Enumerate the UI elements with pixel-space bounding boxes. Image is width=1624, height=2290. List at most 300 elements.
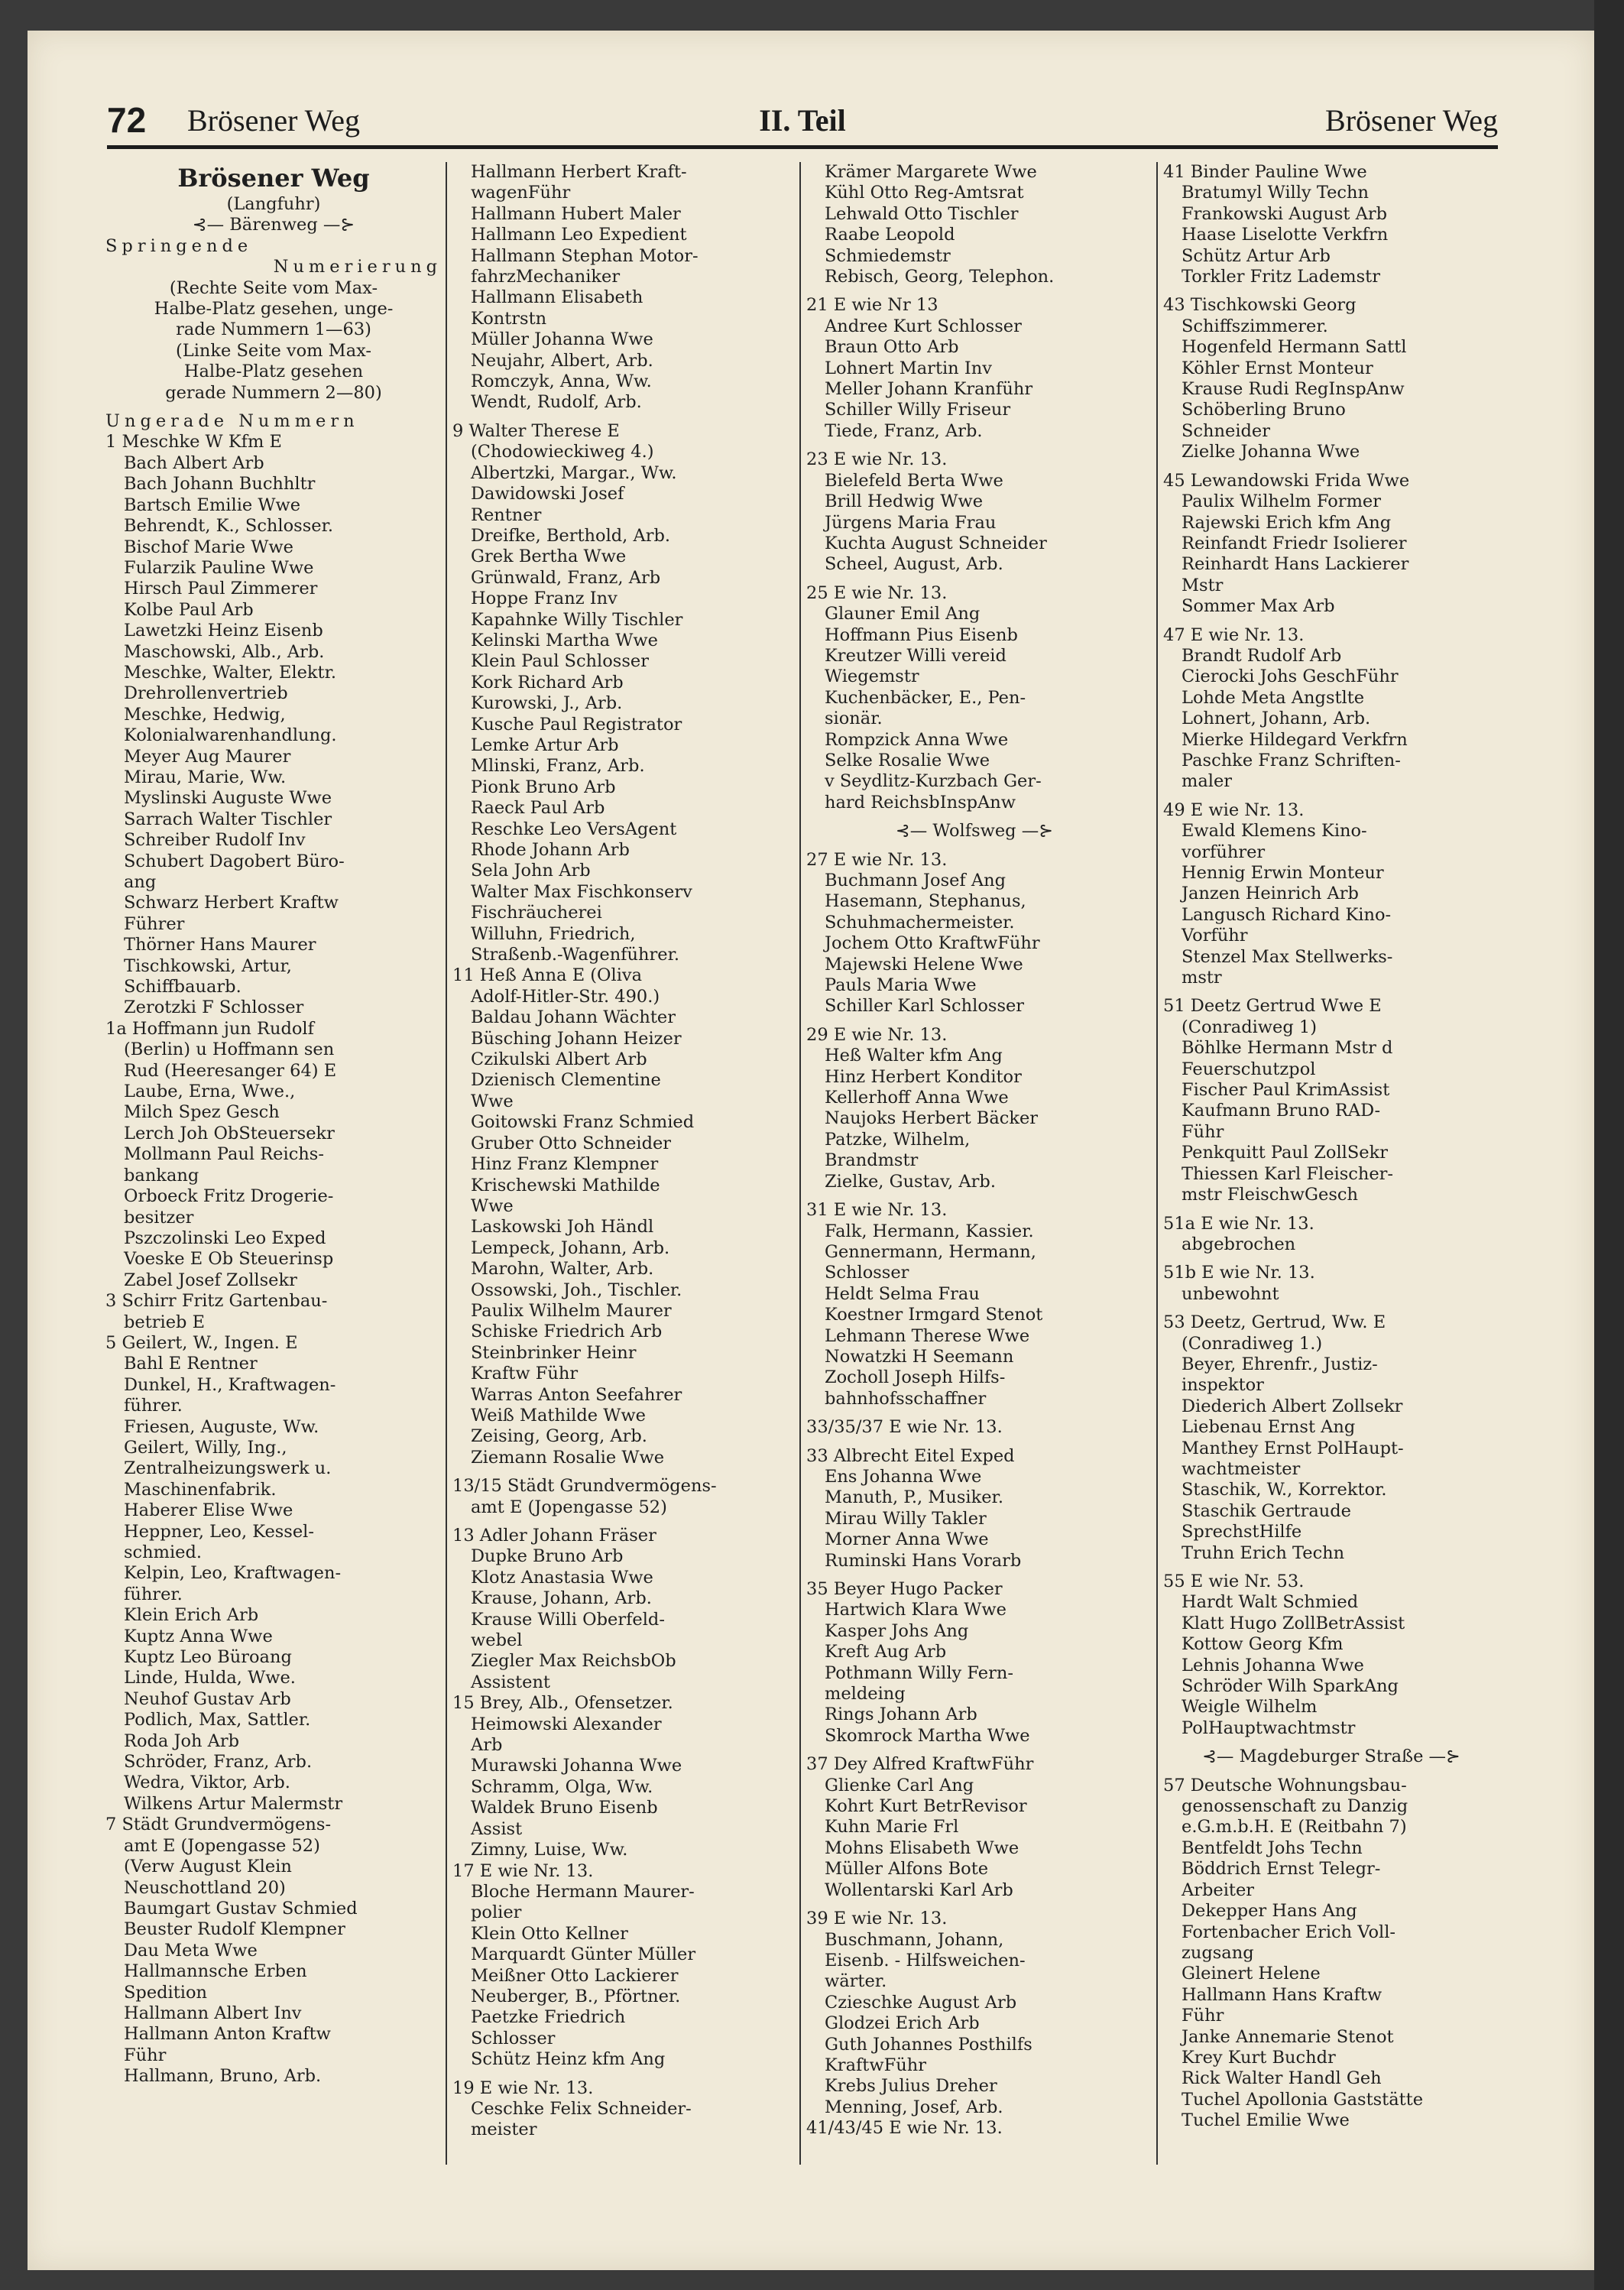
entry-line: 47 E wie Nr. 13. (1163, 624, 1305, 645)
entry-line: Lemke Artur Arb (471, 735, 619, 755)
entry-line: Rud (Heeresanger 64) E (124, 1060, 337, 1081)
entry-line: Laube, Erna, Wwe., (124, 1082, 296, 1102)
entry-line: 33 Albrecht Eitel Exped (806, 1445, 1015, 1466)
entry-line: Lehwald Otto Tischler (825, 203, 1019, 224)
entry-line: Cierocki Johs GeschFühr (1182, 667, 1399, 687)
entry-line: Torkler Fritz Lademstr (1182, 267, 1380, 287)
entry-line: Brandmstr (825, 1150, 919, 1171)
directory-column-2 (452, 162, 789, 2165)
entry-line: Ungerade Nummern (105, 411, 359, 432)
entry-line: Kuhn Marie Frl (825, 1817, 959, 1838)
entry-line: Kohrt Kurt BetrRevisor (825, 1796, 1027, 1817)
entry-line: Dreifke, Berthold, Arb. (471, 525, 671, 546)
entry-line: Führ (1182, 2006, 1224, 2026)
entry-line: Baldau Johann Wächter (471, 1007, 676, 1028)
entry-line: Lawetzki Heinz Eisenb (124, 621, 323, 641)
entry-line: Maschinenfabrik. (124, 1479, 277, 1500)
entry-line: (Langfuhr) (226, 194, 321, 214)
entry-line: 35 Beyer Hugo Packer (806, 1579, 1003, 1599)
entry-line: Reinfandt Friedr Isolierer (1182, 533, 1407, 553)
entry-line: Weiß Mathilde Wwe (471, 1405, 646, 1426)
entry-line: Paschke Franz Schriften- (1182, 750, 1401, 770)
entry-line: Heß Walter kfm Ang (825, 1046, 1003, 1066)
directory-column-1 (105, 162, 442, 2165)
entry-line: fahrzMechaniker (471, 267, 621, 287)
entry-line: Glodzei Erich Arb (825, 2013, 980, 2034)
entry-line: Krebs Julius Dreher (825, 2076, 997, 2097)
entry-line: 13/15 Städt Grundvermögens- (452, 1476, 717, 1497)
entry-line: Arbeiter (1182, 1880, 1255, 1900)
entry-line: Jürgens Maria Frau (825, 512, 997, 533)
entry-line: Ceschke Felix Schneider- (471, 2098, 692, 2119)
entry-line: Hallmann Herbert Kraft- (471, 162, 687, 182)
entry-line: Heldt Selma Frau (825, 1283, 980, 1304)
entry-line: Bischof Marie Wwe (124, 537, 293, 557)
entry-line: betrieb E (124, 1312, 206, 1332)
entry-line: 7 Städt Grundvermögens- (105, 1815, 332, 1835)
entry-line: wärter. (825, 1971, 887, 1992)
entry-line: Neuschottland 20) (124, 1877, 286, 1898)
entry-line: 19 E wie Nr. 13. (452, 2078, 594, 2098)
entry-line: Glauner Emil Ang (825, 604, 981, 624)
entry-line: 39 E wie Nr. 13. (806, 1909, 948, 1929)
entry-line: Krämer Margarete Wwe (825, 162, 1037, 182)
entry-line: 41/43/45 E wie Nr. 13. (806, 2118, 1003, 2139)
entry-line: Wendt, Rudolf, Arb. (471, 392, 642, 413)
entry-line: Schreiber Rudolf Inv (124, 830, 306, 851)
header-rule (107, 145, 1498, 149)
entry-line: Rompzick Anna Wwe (825, 729, 1009, 750)
entry-line: Jochem Otto KraftwFühr (825, 933, 1040, 954)
entry-line: Lohde Meta Angstlte (1182, 687, 1365, 708)
entry-line: Führ (124, 2045, 167, 2065)
entry-line: Klein Paul Schlosser (471, 651, 649, 672)
entry-line: PolHauptwachtmstr (1182, 1718, 1356, 1738)
entry-line: ⊰— Bärenweg —⊱ (192, 215, 355, 235)
entry-line: Rentner (471, 504, 542, 525)
entry-line: hard ReichsbInspAnw (825, 792, 1016, 813)
entry-line: Buchmann Josef Ang (825, 871, 1006, 890)
entry-line: Hallmann Hubert Maler (471, 203, 681, 224)
entry-line: Kurowski, J., Arb. (471, 693, 623, 714)
entry-line: Majewski Helene Wwe (825, 954, 1023, 975)
entry-line: Hallmann, Bruno, Arb. (124, 2066, 322, 2087)
entry-line: Schöberling Bruno (1182, 400, 1346, 420)
entry-line: Walter Max Fischkonserv (471, 881, 692, 902)
entry-line: Zocholl Joseph Hilfs- (825, 1367, 1006, 1388)
entry-line: Neujahr, Albert, Arb. (471, 350, 653, 371)
entry-line: wachtmeister (1182, 1458, 1301, 1479)
entry-line: Kreutzer Willi vereid (825, 645, 1006, 666)
page-header (107, 99, 1498, 145)
entry-line: v Seydlitz-Kurzbach Ger- (825, 771, 1042, 792)
right-running-title: Brösener Weg (1325, 103, 1498, 138)
entry-line: Janzen Heinrich Arb (1182, 884, 1359, 904)
entry-line: genossenschaft zu Danzig (1182, 1796, 1408, 1817)
entry-line: amt E (Jopengasse 52) (471, 1497, 667, 1517)
entry-line: Fischer Paul KrimAssist (1182, 1080, 1390, 1101)
entry-line: inspektor (1182, 1375, 1264, 1396)
entry-line: (Rechte Seite vom Max- (169, 277, 378, 298)
entry-line: Klatt Hugo ZollBetrAssist (1182, 1613, 1405, 1633)
entry-line: Hoppe Franz Inv (471, 589, 618, 609)
entry-line: Sarrach Walter Tischler (124, 809, 332, 829)
entry-line: Paulix Wilhelm Maurer (471, 1300, 672, 1321)
entry-line: Eisenb. - Hilfsweichen- (825, 1950, 1026, 1971)
entry-line: 51 Deetz Gertrud Wwe E (1163, 996, 1382, 1017)
entry-line: (Conradiweg 1) (1182, 1017, 1318, 1037)
entry-line: Meschke, Walter, Elektr. (124, 662, 337, 683)
entry-line: Hallmannsche Erben (124, 1961, 307, 1982)
entry-line: Adolf-Hitler-Str. 490.) (471, 986, 660, 1007)
entry-line: Dunkel, H., Kraftwagen- (124, 1374, 336, 1395)
entry-line: Heimowski Alexander (471, 1714, 662, 1734)
entry-line: Zimny, Luise, Ww. (471, 1840, 628, 1860)
entry-line: Hallmann Anton Kraftw (124, 2024, 331, 2045)
entry-line: Maschowski, Alb., Arb. (124, 641, 325, 662)
entry-line: führer. (124, 1584, 183, 1604)
entry-line: Schiske Friedrich Arb (471, 1322, 663, 1342)
entry-line: Kühl Otto Reg-Amtsrat (825, 183, 1024, 203)
entry-line: Assistent (471, 1672, 550, 1692)
entry-line: 33/35/37 E wie Nr. 13. (806, 1417, 1003, 1438)
entry-line: Wedra, Viktor, Arb. (124, 1773, 290, 1793)
entry-line: Kolbe Paul Arb (124, 599, 254, 620)
entry-line: amt E (Jopengasse 52) (124, 1835, 320, 1856)
entry-line: Klein Otto Kellner (471, 1923, 628, 1944)
entry-line: Klotz Anastasia Wwe (471, 1567, 653, 1588)
entry-line: Wiegemstr (825, 667, 919, 687)
entry-line: Hallmann Hans Kraftw (1182, 1984, 1383, 2005)
entry-line: 51a E wie Nr. 13. (1163, 1213, 1314, 1234)
entry-line: wagenFühr (471, 183, 571, 203)
entry-line: Straßenb.-Wagenführer. (471, 945, 679, 965)
entry-line: (Conradiweg 1.) (1182, 1333, 1323, 1354)
entry-line: Naujoks Herbert Bäcker (825, 1108, 1039, 1129)
entry-line: Myslinski Auguste Wwe (124, 788, 332, 809)
entry-line: webel (471, 1630, 523, 1651)
entry-line: Brill Hedwig Wwe (825, 491, 984, 512)
entry-line: Glienke Carl Ang (825, 1775, 974, 1795)
entry-line: Langusch Richard Kino- (1182, 904, 1392, 925)
entry-line: Linde, Hulda, Wwe. (124, 1668, 296, 1688)
entry-line: Manthey Ernst PolHaupt- (1182, 1438, 1404, 1458)
entry-line: Assist (471, 1818, 523, 1839)
entry-line: Hartwich Klara Wwe (825, 1600, 1006, 1620)
entry-line: Geilert, Willy, Ing., (124, 1437, 287, 1458)
entry-line: Scheel, August, Arb. (825, 554, 1003, 575)
entry-line: Krause, Johann, Arb. (471, 1588, 652, 1609)
center-running-title: II. Teil (759, 103, 846, 138)
entry-line: Mirau, Marie, Ww. (124, 767, 287, 787)
page-number: 72 (107, 100, 147, 140)
entry-line: Führ (1182, 1121, 1224, 1142)
entry-line: Brösener Weg (177, 164, 370, 193)
entry-line: Wwe (471, 1195, 514, 1216)
entry-line: Bach Albert Arb (124, 452, 264, 473)
entry-line: Baumgart Gustav Schmied (124, 1898, 358, 1919)
entry-line: Schiller Karl Schlosser (825, 996, 1025, 1017)
entry-line: Laskowski Joh Händl (471, 1217, 654, 1237)
entry-line: Nowatzki H Seemann (825, 1346, 1014, 1367)
entry-line: 25 E wie Nr. 13. (806, 582, 948, 603)
entry-line: 11 Heß Anna E (Oliva (452, 965, 643, 986)
entry-line: Thörner Hans Maurer (124, 935, 316, 955)
entry-line: bahnhofsschaffner (825, 1388, 987, 1409)
entry-line: Ens Johanna Wwe (825, 1466, 982, 1487)
entry-line: Kolonialwarenhandlung. (124, 725, 337, 746)
entry-line: führer. (124, 1396, 183, 1416)
entry-line: Czieschke August Arb (825, 1992, 1017, 2013)
entry-line: Dzienisch Clementine (471, 1070, 661, 1091)
entry-line: Führer (124, 913, 185, 934)
entry-line: maler (1182, 771, 1233, 792)
entry-line: Kelinski Martha Wwe (471, 630, 658, 650)
entry-line: Kottow Georg Kfm (1182, 1634, 1344, 1655)
entry-line: Voeske E Ob Steuerinsp (124, 1249, 334, 1270)
entry-line: abgebrochen (1182, 1234, 1296, 1254)
entry-line: Hallmann Elisabeth (471, 287, 643, 308)
entry-line: Morner Anna Wwe (825, 1529, 989, 1550)
entry-line: Heppner, Leo, Kessel- (124, 1521, 314, 1542)
entry-line: Paetzke Friedrich (471, 2007, 626, 2028)
entry-line: schmied. (124, 1542, 203, 1562)
entry-line: Milch Spez Gesch (124, 1102, 280, 1123)
entry-line: Rhode Johann Arb (471, 840, 630, 860)
entry-line: 31 E wie Nr. 13. (806, 1200, 948, 1221)
entry-line: Staschik, W., Korrektor. (1182, 1480, 1387, 1500)
entry-line: Hallmann Leo Expedient (471, 225, 687, 245)
scan-background (1594, 0, 1624, 2290)
entry-line: Hinz Franz Klempner (471, 1154, 659, 1175)
entry-line: Meschke, Hedwig, (124, 704, 286, 725)
entry-line: Manuth, P., Musiker. (825, 1487, 1003, 1508)
entry-line: Waldek Bruno Eisenb (471, 1798, 658, 1818)
column-divider (1156, 162, 1158, 2165)
entry-line: 51b E wie Nr. 13. (1163, 1263, 1315, 1283)
entry-line: Köhler Ernst Monteur (1182, 358, 1373, 378)
entry-line: Rings Johann Arb (825, 1705, 977, 1725)
entry-line: Vorführ (1182, 926, 1248, 946)
entry-line: 29 E wie Nr. 13. (806, 1024, 948, 1045)
entry-line: Müller Johanna Wwe (471, 329, 653, 350)
entry-line: Grünwald, Franz, Arb (471, 567, 661, 588)
entry-line: 9 Walter Therese E (452, 420, 620, 441)
entry-line: Krause Willi Oberfeld- (471, 1609, 665, 1630)
entry-line: 43 Tischkowski Georg (1163, 295, 1357, 316)
entry-line: Bielefeld Berta Wwe (825, 470, 1003, 491)
entry-line: Goitowski Franz Schmied (471, 1112, 695, 1133)
entry-line: Krey Kurt Buchdr (1182, 2047, 1336, 2068)
entry-line: Hasemann, Stephanus, (825, 891, 1026, 912)
entry-line: Schiller Willy Friseur (825, 400, 1011, 420)
entry-line: Stenzel Max Stellwerks- (1182, 946, 1393, 967)
entry-line: Lohnert, Johann, Arb. (1182, 709, 1371, 729)
entry-line: mstr FleischwGesch (1182, 1185, 1358, 1205)
entry-line: Mollmann Paul Reichs- (124, 1144, 324, 1165)
entry-line: Pothmann Willy Fern- (825, 1662, 1013, 1683)
entry-line: Neuberger, B., Pförtner. (471, 1986, 681, 2006)
column-divider (799, 162, 801, 2165)
entry-line: Schmiedemstr (825, 245, 951, 266)
entry-line: Tuchel Apollonia Gaststätte (1182, 2089, 1424, 2110)
entry-line: Dupke Bruno Arb (471, 1546, 624, 1567)
entry-line: unbewohnt (1182, 1283, 1279, 1304)
entry-line: SprechstHilfe (1182, 1522, 1302, 1542)
entry-line: Raeck Paul Arb (471, 798, 605, 819)
entry-line: Marquardt Günter Müller (471, 1945, 696, 1965)
entry-line: Numerierung (273, 257, 442, 277)
entry-line: Tiede, Franz, Arb. (825, 420, 983, 441)
entry-line: meister (471, 2120, 537, 2140)
entry-line: Grek Bertha Wwe (471, 547, 627, 567)
entry-line: vorführer (1182, 842, 1266, 862)
entry-line: Krause Rudi RegInspAnw (1182, 379, 1405, 400)
entry-line: Krischewski Mathilde (471, 1175, 660, 1195)
entry-line: Wollentarski Karl Arb (825, 1880, 1013, 1900)
entry-line: Truhn Erich Techn (1182, 1542, 1345, 1563)
entry-line: 49 E wie Nr. 13. (1163, 800, 1305, 820)
entry-line: Drehrollenvertrieb (124, 683, 288, 704)
entry-line: ⊰— Magdeburger Straße —⊱ (1202, 1747, 1460, 1767)
entry-line: Frankowski August Arb (1182, 203, 1388, 224)
entry-line: meldeing (825, 1684, 906, 1705)
entry-line: 27 E wie Nr. 13. (806, 849, 948, 870)
entry-line: 1a Hoffmann jun Rudolf (105, 1018, 314, 1039)
directory-column-4 (1163, 162, 1499, 2165)
entry-line: Braun Otto Arb (825, 337, 959, 358)
entry-line: Dau Meta Wwe (124, 1940, 258, 1961)
entry-line: Hirsch Paul Zimmerer (124, 579, 318, 599)
entry-line: Hardt Walt Schmied (1182, 1592, 1359, 1613)
entry-line: zugsang (1182, 1942, 1254, 1963)
entry-line: Schramm, Olga, Ww. (471, 1776, 653, 1797)
entry-line: Kellerhoff Anna Wwe (825, 1088, 1009, 1108)
entry-line: Pionk Bruno Arb (471, 777, 616, 797)
entry-line: Pszczolinski Leo Exped (124, 1228, 326, 1248)
entry-line: Podlich, Max, Sattler. (124, 1710, 311, 1730)
entry-line: Sela John Arb (471, 861, 591, 881)
entry-line: 23 E wie Nr. 13. (806, 449, 948, 470)
entry-line: Haase Liselotte Verkfrn (1182, 225, 1389, 245)
entry-line: Reschke Leo VersAgent (471, 819, 677, 839)
entry-line: Schütz Artur Arb (1182, 245, 1331, 266)
entry-line: Warras Anton Seefahrer (471, 1384, 682, 1405)
entry-line: 55 E wie Nr. 53. (1163, 1572, 1305, 1591)
entry-line: Skomrock Martha Wwe (825, 1725, 1030, 1746)
entry-line: Friesen, Auguste, Ww. (124, 1416, 319, 1437)
entry-line: Ewald Klemens Kino- (1182, 821, 1367, 842)
entry-line: Czikulski Albert Arb (471, 1049, 647, 1070)
entry-line: 5 Geilert, W., Ingen. E (105, 1332, 298, 1353)
entry-line: Spedition (124, 1982, 208, 2003)
entry-line: Halbe-Platz gesehen (183, 362, 364, 382)
entry-line: 45 Lewandowski Frida Wwe (1163, 470, 1410, 491)
entry-line: Tischkowski, Artur, (124, 955, 292, 976)
entry-line: Raabe Leopold (825, 225, 955, 245)
entry-line: Schröder Wilh SparkAng (1182, 1676, 1399, 1697)
entry-line: ang (124, 872, 157, 892)
entry-line: 21 E wie Nr 13 (806, 295, 938, 316)
entry-line: Behrendt, K., Schlosser. (124, 516, 334, 537)
entry-line: Zentralheizungswerk u. (124, 1458, 332, 1479)
entry-line: Zielke, Gustav, Arb. (825, 1171, 996, 1192)
entry-line: 17 E wie Nr. 13. (452, 1860, 594, 1881)
entry-line: bankang (124, 1165, 199, 1186)
entry-line: 1 Meschke W Kfm E (105, 432, 282, 452)
entry-line: Schiffszimmerer. (1182, 316, 1328, 336)
entry-line: polier (471, 1902, 522, 1923)
entry-line: Reinhardt Hans Lackierer (1182, 554, 1409, 575)
entry-line: Ossowski, Joh., Tischler. (471, 1280, 682, 1300)
entry-line: Ruminski Hans Vorarb (825, 1550, 1022, 1571)
entry-line: Bloche Hermann Maurer- (471, 1881, 695, 1902)
left-running-title: Brösener Weg (187, 103, 360, 138)
entry-line: 53 Deetz, Gertrud, Ww. E (1163, 1312, 1386, 1333)
entry-line: Kuchenbäcker, E., Pen- (825, 687, 1026, 708)
entry-line: Kapahnke Willy Tischler (471, 609, 683, 630)
entry-line: Feuerschutzpol (1182, 1059, 1316, 1079)
entry-line: Kuptz Anna Wwe (124, 1626, 273, 1646)
entry-line: Halbe-Platz gesehen, unge- (154, 299, 394, 319)
entry-line: rade Nummern 1—63) (176, 319, 371, 340)
entry-line: Romczyk, Anna, Ww. (471, 371, 652, 392)
entry-line: 15 Brey, Alb., Ofensetzer. (452, 1693, 673, 1714)
entry-line: Staschik Gertraude (1182, 1500, 1351, 1521)
entry-line: Sommer Max Arb (1182, 596, 1335, 617)
entry-line: Kuchta August Schneider (825, 533, 1047, 553)
entry-line: Guth Johannes Posthilfs (825, 2034, 1032, 2055)
entry-line: Kasper Johs Ang (825, 1620, 969, 1641)
entry-line: 37 Dey Alfred KraftwFühr (806, 1754, 1034, 1775)
entry-line: Ziegler Max ReichsbOb (471, 1651, 676, 1672)
entry-line: Lohnert Martin Inv (825, 358, 992, 378)
entry-line: Zabel Josef Zollsekr (124, 1270, 297, 1290)
entry-line: Paulix Wilhelm Former (1182, 491, 1381, 512)
entry-line: Meißner Otto Lackierer (471, 1965, 679, 1986)
entry-line: Böhlke Hermann Mstr d (1182, 1038, 1393, 1059)
entry-line: Mohns Elisabeth Wwe (825, 1838, 1019, 1858)
entry-line: Kelpin, Leo, Kraftwagen- (124, 1563, 342, 1584)
entry-line: Steinbrinker Heinr (471, 1342, 637, 1363)
entry-line: (Chodowieckiweg 4.) (471, 442, 654, 462)
entry-line: KraftwFühr (825, 2055, 926, 2075)
entry-line: Schlosser (471, 2028, 556, 2048)
entry-line: Thiessen Karl Fleischer- (1182, 1163, 1394, 1184)
entry-line: mstr (1182, 968, 1222, 988)
entry-line: (Linke Seite vom Max- (175, 340, 372, 361)
entry-line: Beyer, Ehrenfr., Justiz- (1182, 1354, 1378, 1374)
entry-line: 41 Binder Pauline Wwe (1163, 162, 1367, 182)
entry-line: Haberer Elise Wwe (124, 1500, 293, 1521)
entry-line: Buschmann, Johann, (825, 1929, 1004, 1950)
entry-line: Orboeck Fritz Drogerie- (124, 1186, 334, 1207)
entry-line: Böddrich Ernst Telegr- (1182, 1859, 1381, 1880)
entry-line: Rebisch, Georg, Telephon. (825, 267, 1055, 287)
entry-line: Fularzik Pauline Wwe (124, 557, 314, 578)
entry-line: Müller Alfons Bote (825, 1859, 989, 1880)
entry-line: Patzke, Wilhelm, (825, 1129, 971, 1150)
entry-line: Pauls Maria Wwe (825, 975, 977, 996)
entry-line: besitzer (124, 1207, 194, 1228)
entry-line: Schubert Dagobert Büro- (124, 851, 345, 871)
entry-line: ⊰— Wolfsweg —⊱ (895, 821, 1054, 842)
entry-line: Schiffbauarb. (124, 977, 241, 997)
entry-line: Lerch Joh ObSteuersekr (124, 1123, 335, 1143)
entry-line: Selke Rosalie Wwe (825, 750, 990, 770)
entry-line: Bach Johann Buchhltr (124, 474, 316, 495)
entry-line: e.G.m.b.H. E (Reitbahn 7) (1182, 1817, 1407, 1838)
